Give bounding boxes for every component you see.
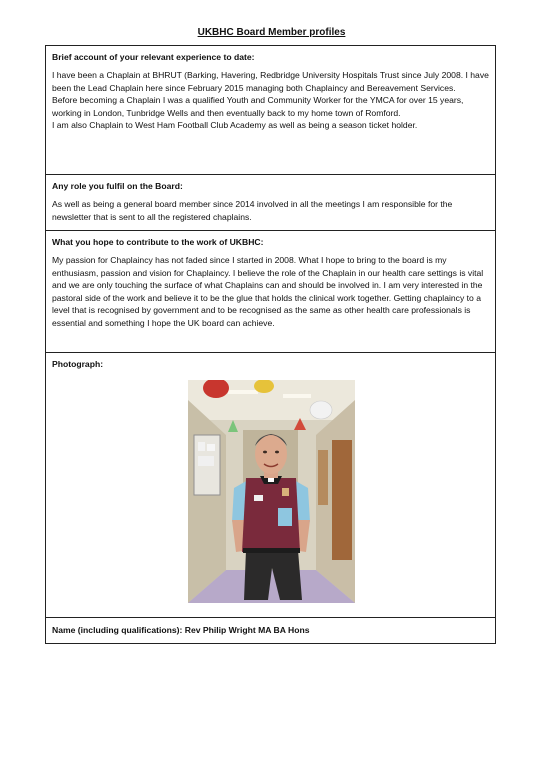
profile-form (45, 45, 496, 644)
document-title: UKBHC Board Member profiles (197, 27, 346, 38)
board-role-text: As well as being a general board member since 2014 involved in all the meetings I am responsible for the newsletter that is sent to all the registered chaplains. (52, 199, 453, 222)
experience-section (46, 46, 495, 175)
experience-paragraph-2: Before becoming a Chaplain I was a qualified Youth and Community Worker for the YMCA for over 15 years, working in London, Tunbridge Wells and then eventually back to my home town of Romford. (52, 95, 464, 118)
chaplain-portrait-image (188, 380, 355, 603)
photograph-heading: Photograph: (52, 359, 104, 369)
experience-heading: Brief account of your relevant experience to date: (52, 52, 255, 62)
contribution-text: My passion for Chaplaincy has not faded since I started in 2008. What I hope to bring to the board is my enthusiasm, passion and vision for Chaplaincy. I believe the role of the Chaplain in our health care settings is vital and we are only touching the surface of what Chaplains can and should be involved in. I am very interested in the pastoral side of the work and believe it to be the glue that holds the clinical work together. Getting chaplaincy to a level that is recognised by government and to be recognised as the same as other health care professionals is essential and something I hope the UK board can achieve. (52, 255, 484, 328)
experience-paragraph-3: I am also Chaplain to West Ham Football Club Academy as well as being a season ticket holder. (52, 120, 418, 131)
contribution-heading: What you hope to contribute to the work of UKBHC: (52, 237, 264, 247)
contribution-section (46, 231, 495, 353)
photograph-section (46, 353, 495, 618)
name-section (46, 618, 495, 645)
name-and-qualifications: Name (including qualifications): Rev Philip Wright MA BA Hons (52, 625, 310, 635)
board-role-section (46, 175, 495, 231)
experience-paragraph-1: I have been a Chaplain at BHRUT (Barking, Havering, Redbridge University Hospitals Trust since July 2008. I have been the Lead Chaplain here since February 2015 managing both Chaplaincy and Bereavement Services. (52, 70, 489, 93)
board-role-heading: Any role you fulfil on the Board: (52, 181, 183, 191)
profile-photograph (188, 380, 355, 603)
